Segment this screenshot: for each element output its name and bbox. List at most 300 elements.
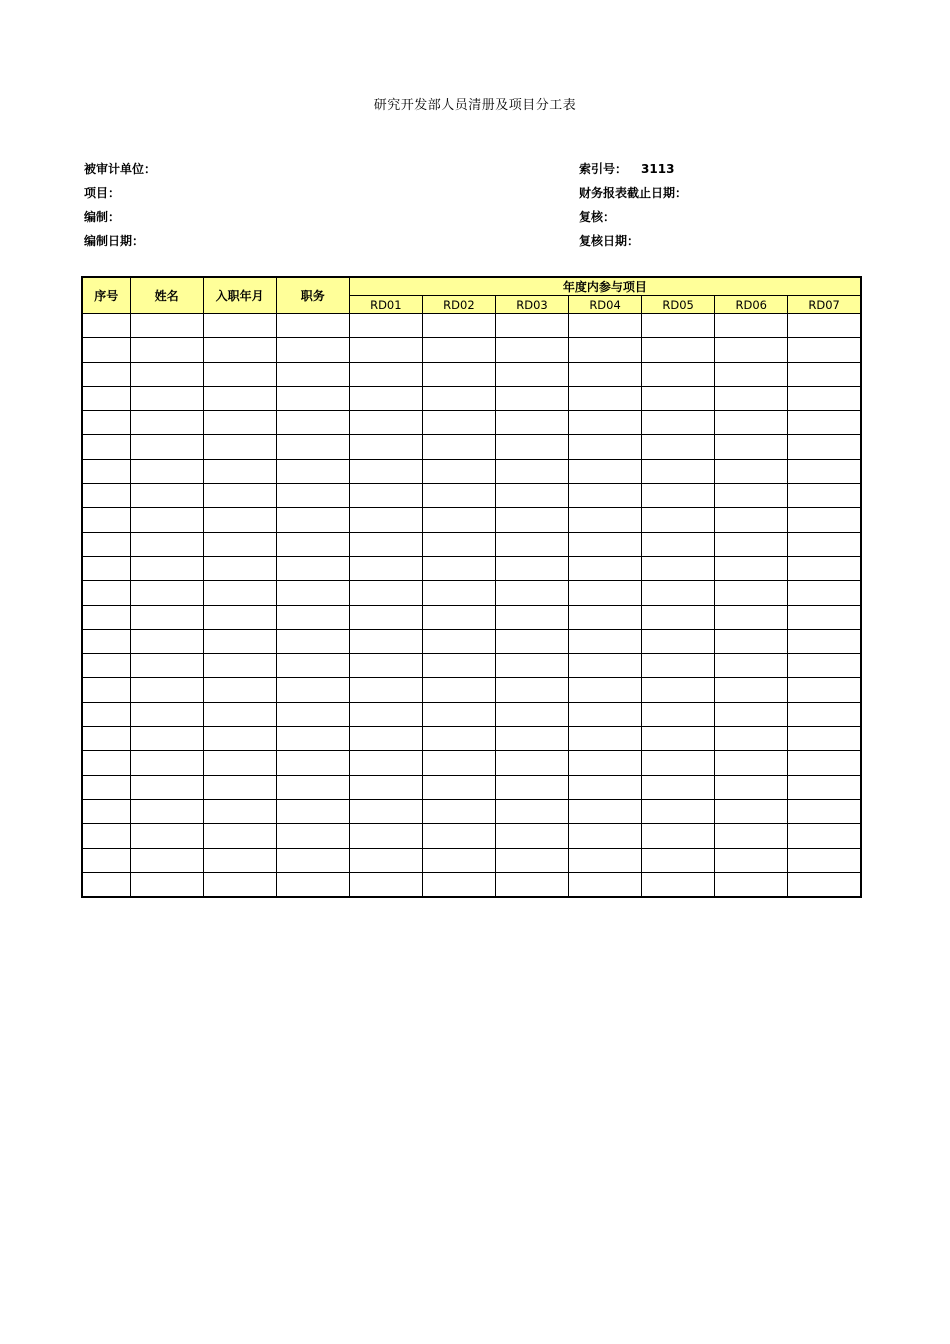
table-cell[interactable] [642,435,715,459]
table-cell[interactable] [788,484,861,508]
table-cell[interactable] [788,581,861,605]
table-cell[interactable] [349,484,422,508]
table-cell[interactable] [715,799,788,823]
table-cell[interactable] [569,605,642,629]
table-cell[interactable] [642,799,715,823]
column-header-name: 姓名 [130,277,203,314]
table-cell[interactable] [495,362,568,386]
table-cell[interactable] [569,484,642,508]
table-cell[interactable] [130,532,203,556]
table-cell[interactable] [276,605,349,629]
table-cell[interactable] [82,775,130,799]
table-cell[interactable] [569,362,642,386]
table-cell[interactable] [203,386,276,410]
table-cell[interactable] [130,678,203,702]
table-row [82,435,861,459]
table-cell[interactable] [495,824,568,848]
table-cell[interactable] [276,459,349,483]
table-cell[interactable] [82,508,130,532]
table-cell[interactable] [422,799,495,823]
table-row [82,459,861,483]
table-cell[interactable] [349,459,422,483]
table-cell[interactable] [788,362,861,386]
table-cell[interactable] [349,314,422,338]
table-cell[interactable] [276,702,349,726]
table-cell[interactable] [642,459,715,483]
project-header-rd05: RD05 [642,296,715,314]
table-cell[interactable] [130,411,203,435]
table-cell[interactable] [422,386,495,410]
table-cell[interactable] [203,508,276,532]
table-cell[interactable] [349,824,422,848]
table-cell[interactable] [349,678,422,702]
table-cell[interactable] [642,872,715,897]
table-cell[interactable] [788,338,861,362]
table-cell[interactable] [349,532,422,556]
table-cell[interactable] [788,654,861,678]
table-cell[interactable] [349,848,422,872]
table-cell[interactable] [82,314,130,338]
table-cell[interactable] [130,727,203,751]
table-cell[interactable] [130,848,203,872]
table-cell[interactable] [642,727,715,751]
table-cell[interactable] [276,532,349,556]
table-cell[interactable] [642,532,715,556]
table-cell[interactable] [422,459,495,483]
table-cell[interactable] [276,386,349,410]
table-cell[interactable] [569,338,642,362]
table-cell[interactable] [349,751,422,775]
table-cell[interactable] [642,824,715,848]
project-header-rd02: RD02 [422,296,495,314]
table-cell[interactable] [495,727,568,751]
table-cell[interactable] [788,824,861,848]
table-cell[interactable] [422,727,495,751]
table-cell[interactable] [715,629,788,653]
table-cell[interactable] [715,435,788,459]
table-cell[interactable] [495,435,568,459]
table-cell[interactable] [788,386,861,410]
project-header-rd01: RD01 [349,296,422,314]
table-cell[interactable] [130,581,203,605]
table-cell[interactable] [276,799,349,823]
table-cell[interactable] [422,629,495,653]
table-cell[interactable] [130,605,203,629]
table-cell[interactable] [203,532,276,556]
table-cell[interactable] [715,386,788,410]
table-cell[interactable] [642,605,715,629]
table-cell[interactable] [203,581,276,605]
table-cell[interactable] [349,508,422,532]
table-cell[interactable] [130,556,203,580]
table-cell[interactable] [130,484,203,508]
table-cell[interactable] [569,314,642,338]
table-cell[interactable] [82,459,130,483]
table-cell[interactable] [715,556,788,580]
table-cell[interactable] [203,799,276,823]
table-cell[interactable] [642,508,715,532]
table-cell[interactable] [788,727,861,751]
column-group-projects: 年度内参与项目 [349,277,861,296]
table-row [82,872,861,897]
table-cell[interactable] [715,751,788,775]
table-cell[interactable] [715,848,788,872]
staff-project-table [81,276,862,898]
table-cell[interactable] [276,338,349,362]
table-cell[interactable] [276,824,349,848]
table-cell[interactable] [495,532,568,556]
table-cell[interactable] [642,314,715,338]
table-cell[interactable] [788,532,861,556]
audited-unit-label: 被审计单位： [84,162,157,176]
table-cell[interactable] [715,605,788,629]
table-cell[interactable] [495,629,568,653]
table-cell[interactable] [495,386,568,410]
table-cell[interactable] [130,459,203,483]
table-cell[interactable] [82,435,130,459]
table-cell[interactable] [715,459,788,483]
table-cell[interactable] [642,654,715,678]
table-cell[interactable] [788,629,861,653]
table-cell[interactable] [422,775,495,799]
table-cell[interactable] [82,702,130,726]
table-cell[interactable] [569,775,642,799]
table-cell[interactable] [788,314,861,338]
table-cell[interactable] [276,775,349,799]
table-cell[interactable] [276,629,349,653]
index-number [579,160,674,177]
table-cell[interactable] [788,556,861,580]
table-cell[interactable] [569,654,642,678]
table-cell[interactable] [422,824,495,848]
table-cell[interactable] [203,435,276,459]
table-cell[interactable] [276,654,349,678]
table-cell[interactable] [203,411,276,435]
table-cell[interactable] [495,799,568,823]
table-cell[interactable] [788,678,861,702]
table-cell[interactable] [422,702,495,726]
table-cell[interactable] [422,484,495,508]
table-cell[interactable] [276,314,349,338]
table-cell[interactable] [569,411,642,435]
table-cell[interactable] [422,556,495,580]
table-cell[interactable] [203,629,276,653]
table-cell[interactable] [495,872,568,897]
table-cell[interactable] [422,751,495,775]
table-cell[interactable] [130,338,203,362]
table-cell[interactable] [130,435,203,459]
table-cell[interactable] [276,678,349,702]
table-cell[interactable] [642,386,715,410]
table-cell[interactable] [203,338,276,362]
table-cell[interactable] [203,775,276,799]
table-cell[interactable] [203,605,276,629]
table-cell[interactable] [82,411,130,435]
table-cell[interactable] [642,775,715,799]
table-cell[interactable] [276,411,349,435]
reviewed-date-label: 复核日期： [579,234,640,248]
table-cell[interactable] [642,338,715,362]
table-cell[interactable] [82,581,130,605]
table-cell[interactable] [569,556,642,580]
table-cell[interactable] [422,605,495,629]
table-cell[interactable] [349,799,422,823]
table-cell[interactable] [569,532,642,556]
table-cell[interactable] [349,872,422,897]
table-cell[interactable] [349,411,422,435]
table-cell[interactable] [203,872,276,897]
table-cell[interactable] [642,702,715,726]
table-cell[interactable] [495,338,568,362]
table-cell[interactable] [569,678,642,702]
table-cell[interactable] [495,605,568,629]
table-cell[interactable] [495,484,568,508]
table-cell[interactable] [569,702,642,726]
table-row [82,751,861,775]
table-cell[interactable] [422,581,495,605]
project-header-rd03: RD03 [495,296,568,314]
table-cell[interactable] [130,702,203,726]
table-cell[interactable] [276,508,349,532]
table-cell[interactable] [422,848,495,872]
table-cell[interactable] [569,459,642,483]
table-cell[interactable] [715,508,788,532]
table-cell[interactable] [349,581,422,605]
table-cell[interactable] [203,484,276,508]
table-row [82,556,861,580]
table-cell[interactable] [788,872,861,897]
table-cell[interactable] [715,411,788,435]
table-row [82,605,861,629]
table-cell[interactable] [203,314,276,338]
table-cell[interactable] [569,629,642,653]
table-cell[interactable] [569,435,642,459]
table-cell[interactable] [276,581,349,605]
table-cell[interactable] [495,556,568,580]
table-cell[interactable] [422,314,495,338]
table-cell[interactable] [495,459,568,483]
table-cell[interactable] [642,629,715,653]
table-cell[interactable] [788,459,861,483]
table-cell[interactable] [569,386,642,410]
table-cell[interactable] [130,629,203,653]
table-row [82,654,861,678]
table-row [82,386,861,410]
table-cell[interactable] [349,629,422,653]
table-cell[interactable] [82,484,130,508]
table-cell[interactable] [495,314,568,338]
table-body [82,314,861,898]
table-row [82,848,861,872]
table-cell[interactable] [495,678,568,702]
table-cell[interactable] [276,872,349,897]
table-cell[interactable] [715,775,788,799]
table-cell[interactable] [276,435,349,459]
table-cell[interactable] [349,362,422,386]
table-cell[interactable] [422,654,495,678]
table-cell[interactable] [130,386,203,410]
table-cell[interactable] [203,727,276,751]
table-cell[interactable] [82,848,130,872]
prepared-date-label: 编制日期： [84,234,145,248]
table-cell[interactable] [569,581,642,605]
table-cell[interactable] [715,702,788,726]
table-cell[interactable] [130,508,203,532]
table-cell[interactable] [788,799,861,823]
table-cell[interactable] [349,386,422,410]
table-cell[interactable] [349,775,422,799]
table-cell[interactable] [642,678,715,702]
table-cell[interactable] [349,605,422,629]
table-cell[interactable] [715,338,788,362]
table-cell[interactable] [349,654,422,678]
table-cell[interactable] [203,824,276,848]
table-cell[interactable] [82,629,130,653]
table-cell[interactable] [715,872,788,897]
table-cell[interactable] [715,824,788,848]
table-cell[interactable] [788,848,861,872]
table-cell[interactable] [82,605,130,629]
table-cell[interactable] [82,654,130,678]
table-cell[interactable] [276,848,349,872]
table-cell[interactable] [82,532,130,556]
table-cell[interactable] [642,581,715,605]
table-cell[interactable] [276,556,349,580]
table-cell[interactable] [715,362,788,386]
table-cell[interactable] [569,727,642,751]
table-cell[interactable] [569,872,642,897]
table-cell[interactable] [82,799,130,823]
table-cell[interactable] [82,751,130,775]
table-cell[interactable] [349,702,422,726]
table-cell[interactable] [495,775,568,799]
table-cell[interactable] [276,362,349,386]
table-cell[interactable] [422,532,495,556]
table-row [82,727,861,751]
table-cell[interactable] [569,799,642,823]
table-row [82,824,861,848]
table-cell[interactable] [715,532,788,556]
table-cell[interactable] [495,581,568,605]
table-cell[interactable] [130,824,203,848]
table-cell[interactable] [569,508,642,532]
table-cell[interactable] [349,727,422,751]
table-cell[interactable] [82,386,130,410]
table-cell[interactable] [422,508,495,532]
table-cell[interactable] [276,484,349,508]
table-cell[interactable] [642,411,715,435]
table-cell[interactable] [276,727,349,751]
table-cell[interactable] [715,654,788,678]
report-date-label: 财务报表截止日期： [579,186,688,200]
table-cell[interactable] [495,702,568,726]
table-cell[interactable] [203,654,276,678]
table-cell[interactable] [422,678,495,702]
table-cell[interactable] [495,848,568,872]
table-cell[interactable] [349,338,422,362]
table-cell[interactable] [642,484,715,508]
table-cell[interactable] [788,605,861,629]
table-cell[interactable] [569,848,642,872]
table-cell[interactable] [715,678,788,702]
table-cell[interactable] [715,581,788,605]
table-cell[interactable] [203,362,276,386]
table-cell[interactable] [130,872,203,897]
project-header-rd06: RD06 [715,296,788,314]
table-cell[interactable] [82,362,130,386]
table-row [82,581,861,605]
table-cell[interactable] [495,654,568,678]
table-cell[interactable] [642,362,715,386]
table-cell[interactable] [82,727,130,751]
table-cell[interactable] [495,411,568,435]
table-cell[interactable] [642,848,715,872]
table-cell[interactable] [788,775,861,799]
table-row [82,678,861,702]
table-cell[interactable] [130,775,203,799]
table-cell[interactable] [788,751,861,775]
table-cell[interactable] [82,824,130,848]
table-cell[interactable] [203,556,276,580]
table-cell[interactable] [130,314,203,338]
table-cell[interactable] [203,702,276,726]
table-cell[interactable] [788,435,861,459]
column-header-seq: 序号 [82,277,130,314]
table-cell[interactable] [422,411,495,435]
page-title: 研究开发部人员清册及项目分工表 [373,98,577,113]
table-cell[interactable] [276,751,349,775]
table-row [82,775,861,799]
table-cell[interactable] [130,654,203,678]
table-cell[interactable] [349,556,422,580]
table-cell[interactable] [788,411,861,435]
table-row [82,799,861,823]
table-cell[interactable] [203,459,276,483]
table-row [82,508,861,532]
table-cell[interactable] [422,338,495,362]
table-cell[interactable] [422,872,495,897]
table-cell[interactable] [130,362,203,386]
table-cell[interactable] [569,824,642,848]
table-row [82,314,861,338]
table-cell[interactable] [642,556,715,580]
table-cell[interactable] [82,678,130,702]
table-cell[interactable] [203,751,276,775]
table-cell[interactable] [130,751,203,775]
table-cell[interactable] [82,872,130,897]
table-cell[interactable] [715,484,788,508]
table-cell[interactable] [788,702,861,726]
table-row [82,338,861,362]
table-cell[interactable] [349,435,422,459]
table-cell[interactable] [422,362,495,386]
prepared-by-label: 编制： [84,210,121,224]
table-cell[interactable] [203,848,276,872]
table-cell[interactable] [495,508,568,532]
table-cell[interactable] [715,314,788,338]
table-cell[interactable] [569,751,642,775]
table-cell[interactable] [422,435,495,459]
table-cell[interactable] [495,751,568,775]
table-cell[interactable] [788,508,861,532]
table-cell[interactable] [715,727,788,751]
table-cell[interactable] [82,338,130,362]
table-cell[interactable] [203,678,276,702]
index-label: 索引号： [579,162,628,176]
table-cell[interactable] [82,556,130,580]
table-cell[interactable] [642,751,715,775]
table-cell[interactable] [130,799,203,823]
